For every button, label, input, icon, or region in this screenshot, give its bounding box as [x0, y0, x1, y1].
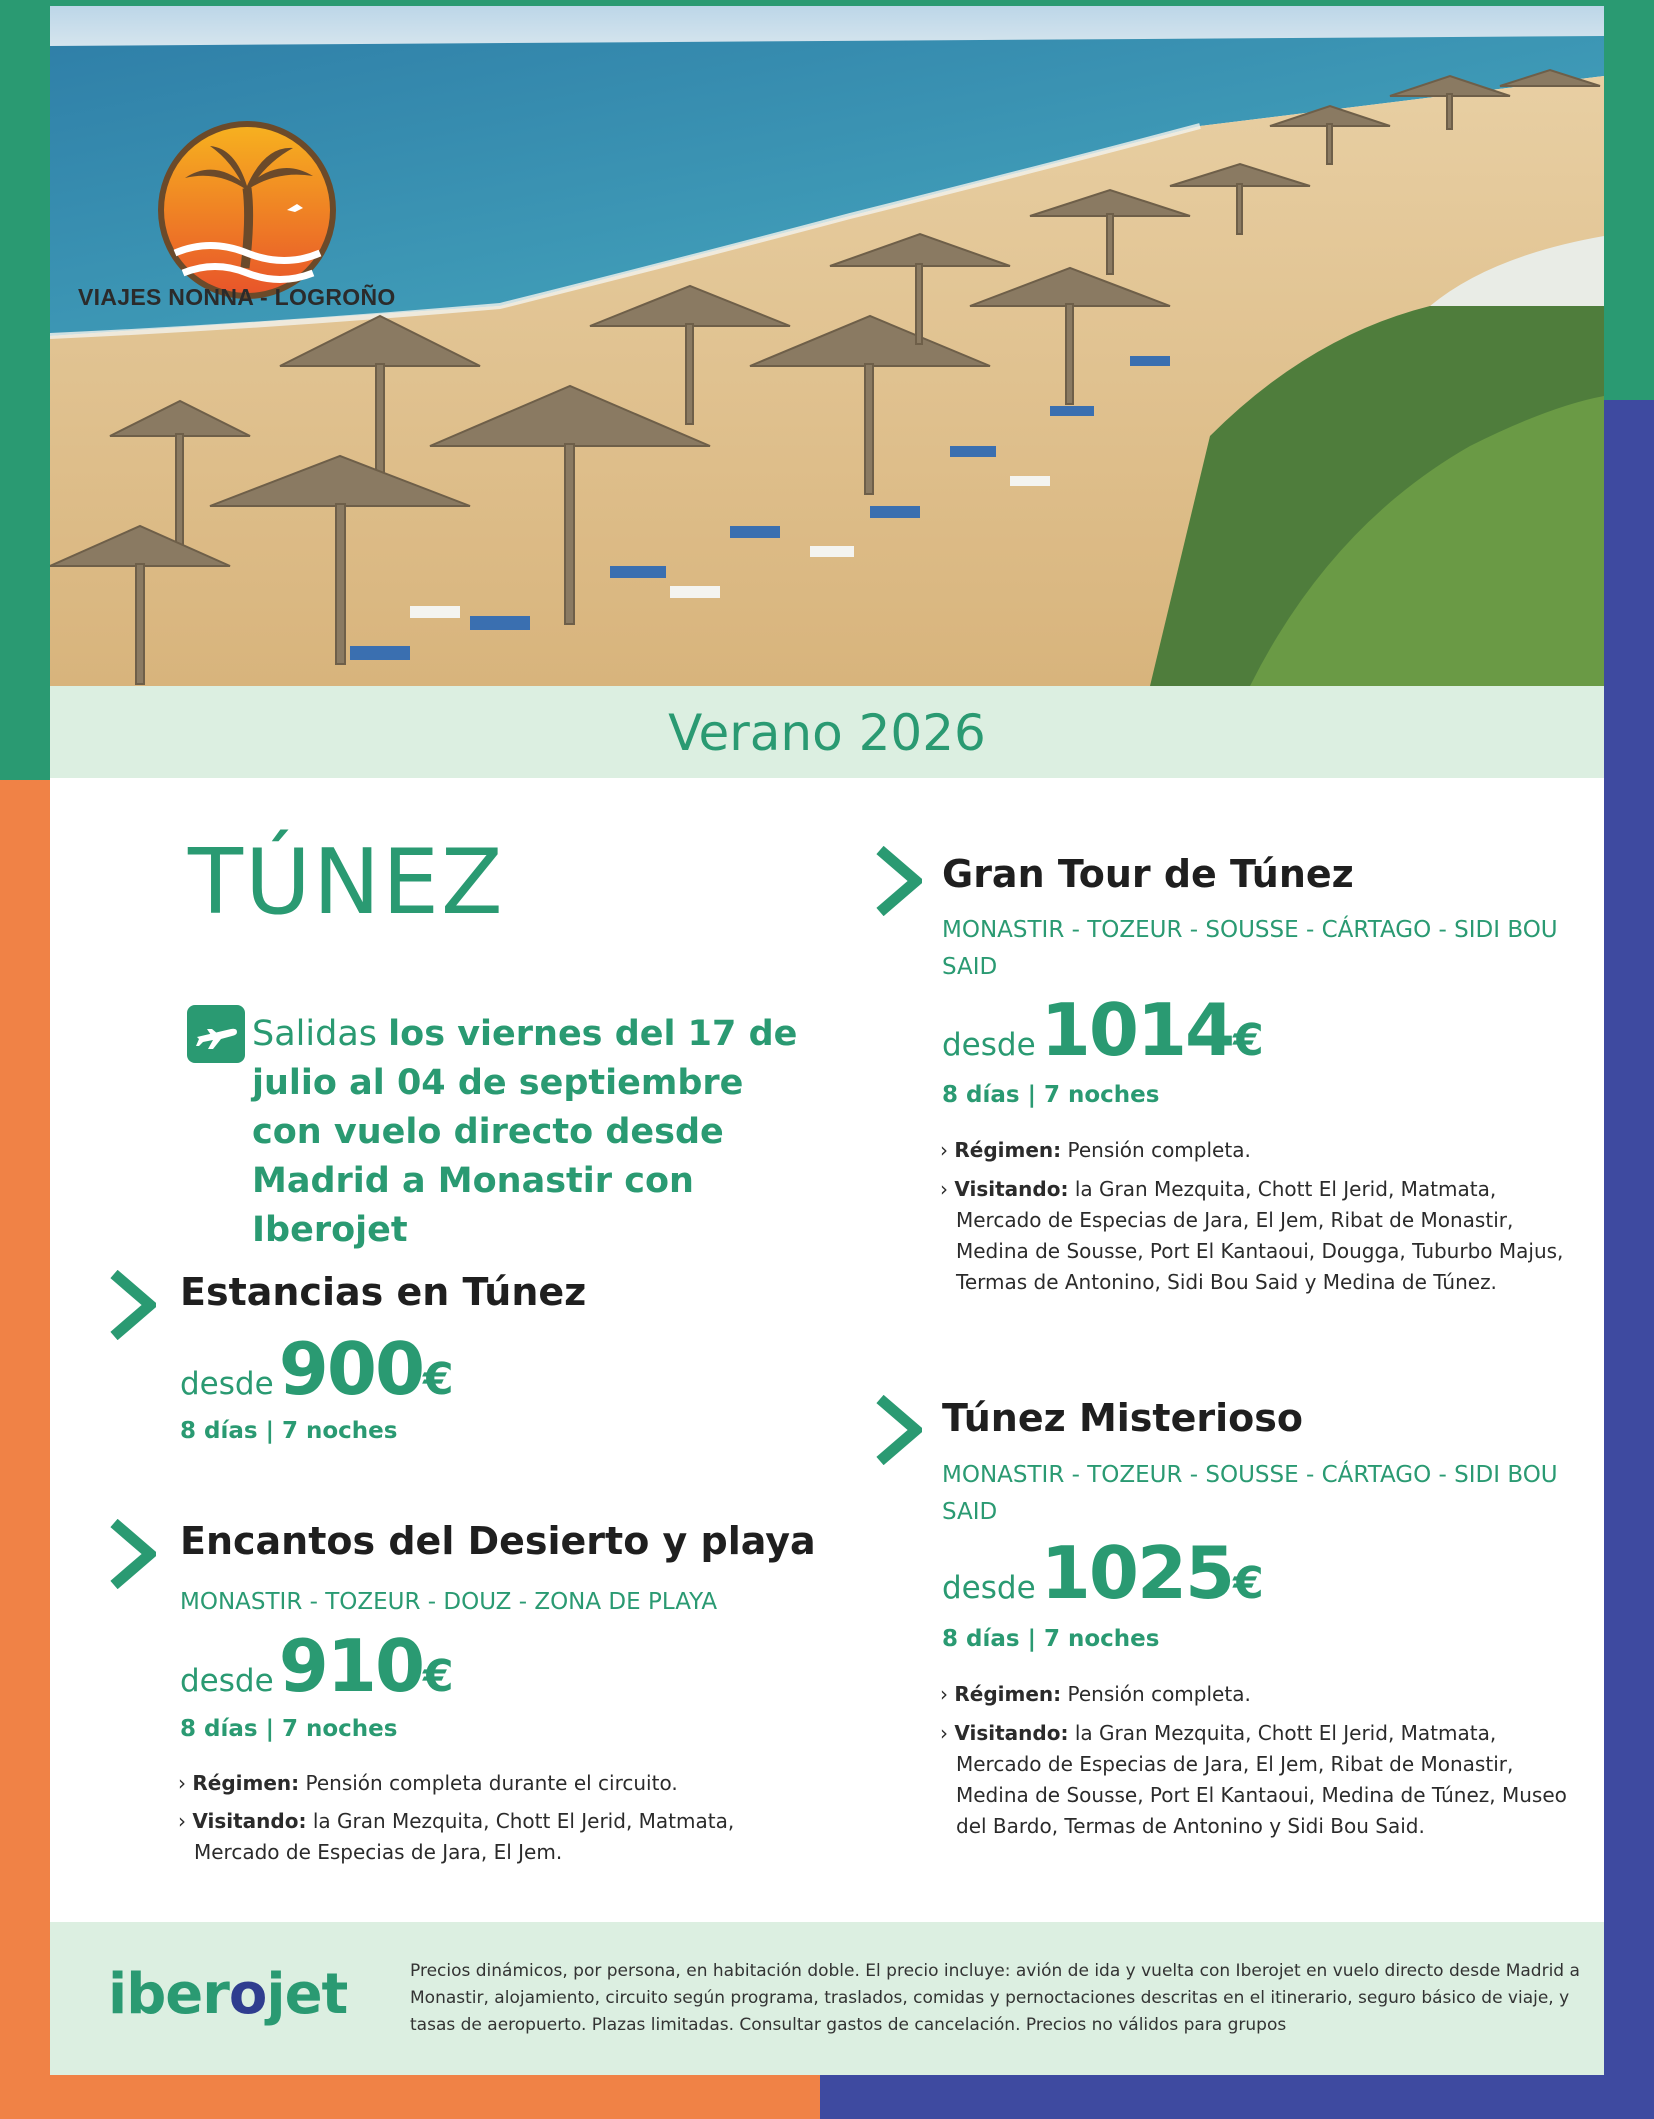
price-currency: € [423, 1651, 454, 1702]
detail-label: Régimen: [954, 1682, 1062, 1706]
detail-text: Pensión completa. [1067, 1682, 1251, 1706]
hero-beach-image [50, 6, 1604, 686]
frame-left-green [0, 0, 50, 820]
footer-disclaimer: Precios dinámicos, por persona, en habitación doble. El precio incluye: avión de ida y vuelta con Iberojet en vuelo directo desde Madrid a Monastir, alojamiento, circuito según programa, traslados, comidas y pernoctaciones descritas en el itinerario, seguro básico de viaje, y tasas de aeropuerto. Plazas limitadas. Consultar gastos de cancelación. Precios no válidos para grupos [410, 1961, 1580, 2035]
offer-title: Encantos del Desierto y playa [180, 1519, 816, 1563]
frame-bottom-blue [820, 2075, 1654, 2119]
airplane-icon [187, 1005, 245, 1063]
offer-detail-regimen: › Régimen: Pensión completa durante el circuito. [178, 1771, 678, 1795]
chevron-right-icon [876, 846, 922, 916]
iberojet-logo [108, 1962, 347, 2027]
season-title: Verano 2026 [668, 704, 986, 762]
departures-highlight: los viernes del 17 de julio al 04 de septiembre con vuelo directo desde Madrid a Monastir con Iberojet [252, 1014, 798, 1250]
detail-text: Pensión completa durante el circuito. [305, 1771, 678, 1795]
offer-detail-regimen: › Régimen: Pensión completa. [940, 1138, 1251, 1162]
offer-price [180, 1327, 454, 1411]
detail-label: Visitando: [192, 1809, 307, 1833]
offer-title: Gran Tour de Túnez [942, 852, 1354, 896]
detail-text: la Gran Mezquita, Chott El Jerid, Matmata, Mercado de Especias de Jara, El Jem, Ribat de Monastir, Medina de Sousse, Port El Kantaoui, Medina de Túnez, Museo del Bardo, Termas de Antonino y Sidi Bou Said. [956, 1721, 1567, 1838]
detail-label: Régimen: [954, 1138, 1062, 1162]
detail-label: Régimen: [192, 1771, 300, 1795]
detail-text: la Gran Mezquita, Chott El Jerid, Matmata, Mercado de Especias de Jara, El Jem, Ribat de Monastir, Medina de Sousse, Port El Kantaoui, Dougga, Tuburbo Majus, Termas de Antonino, Sidi Bou Said y Medina de Túnez. [956, 1177, 1564, 1294]
offer-detail-visits: › Visitando: la Gran Mezquita, Chott El Jerid, Matmata, Mercado de Especias de Jara, El Jem. [178, 1809, 735, 1864]
brand-part: iber [108, 1962, 229, 2027]
price-from: desde [942, 1027, 1036, 1063]
price-amount: 900 [278, 1327, 424, 1411]
price-from: desde [942, 1570, 1036, 1606]
price-amount: 1025 [1040, 1531, 1234, 1615]
season-band [50, 686, 1604, 778]
frame-right-blue [1604, 400, 1654, 2119]
offer-duration: 8 días | 7 noches [942, 1626, 1160, 1652]
chevron-right-icon [110, 1270, 156, 1340]
footer [50, 1922, 1604, 2075]
offer-detail-visits: › Visitando: la Gran Mezquita, Chott El Jerid, Matmata, Mercado de Especias de Jara, El Jem, Ribat de Monastir, Medina de Sousse, Port El Kantaoui, Medina de Túnez, Museo del Bardo, Termas de Antonino y Sidi Bou Said. [940, 1721, 1567, 1838]
detail-text: la Gran Mezquita, Chott El Jerid, Matmata, Mercado de Especias de Jara, El Jem. [194, 1809, 735, 1864]
offer-title: Estancias en Túnez [180, 1270, 587, 1314]
price-currency: € [1233, 1558, 1264, 1609]
offer-route: MONASTIR - TOZEUR - DOUZ - ZONA DE PLAYA [180, 1589, 718, 1615]
chevron-right-icon [110, 1519, 156, 1589]
frame-right-green [1604, 0, 1654, 420]
palm-tree-sunset-logo [155, 118, 340, 303]
offer-title: Túnez Misterioso [942, 1396, 1303, 1440]
brand-part: o [228, 1962, 267, 2027]
offer-duration: 8 días | 7 noches [180, 1716, 398, 1742]
price-currency: € [1233, 1015, 1264, 1066]
detail-label: Visitando: [954, 1177, 1069, 1201]
offer-price [180, 1624, 454, 1708]
offer-route: MONASTIR - TOZEUR - SOUSSE - CÁRTAGO - SIDI BOU SAID [942, 917, 1558, 980]
offer-price [942, 1531, 1264, 1615]
offer-detail-visits: › Visitando: la Gran Mezquita, Chott El Jerid, Matmata, Mercado de Especias de Jara, El Jem, Ribat de Monastir, Medina de Sousse, Port El Kantaoui, Dougga, Tuburbo Majus, Termas de Antonino, Sidi Bou Said y Medina de Túnez. [940, 1177, 1564, 1294]
agency-name: VIAJES NONNA - LOGROÑO [78, 284, 396, 310]
brand-part: jet [266, 1962, 348, 2027]
price-amount: 910 [278, 1624, 424, 1708]
offer-duration: 8 días | 7 noches [942, 1082, 1160, 1108]
frame-left-orange [0, 780, 50, 2119]
detail-label: Visitando: [954, 1721, 1069, 1745]
frame-bottom-orange [0, 2075, 820, 2119]
beach-illustration [50, 6, 1604, 686]
price-from: desde [180, 1366, 274, 1402]
destination-title: TÚNEZ [188, 830, 505, 935]
price-currency: € [423, 1354, 454, 1405]
chevron-right-icon [876, 1395, 922, 1465]
detail-text: Pensión completa. [1067, 1138, 1251, 1162]
price-from: desde [180, 1663, 274, 1699]
departures-text [252, 1010, 812, 1255]
offer-duration: 8 días | 7 noches [180, 1418, 398, 1444]
offer-route: MONASTIR - TOZEUR - SOUSSE - CÁRTAGO - SIDI BOU SAID [942, 1462, 1558, 1525]
departures-lead: Salidas [252, 1014, 378, 1054]
offer-detail-regimen: › Régimen: Pensión completa. [940, 1682, 1251, 1706]
offer-price [942, 988, 1264, 1072]
price-amount: 1014 [1040, 988, 1234, 1072]
